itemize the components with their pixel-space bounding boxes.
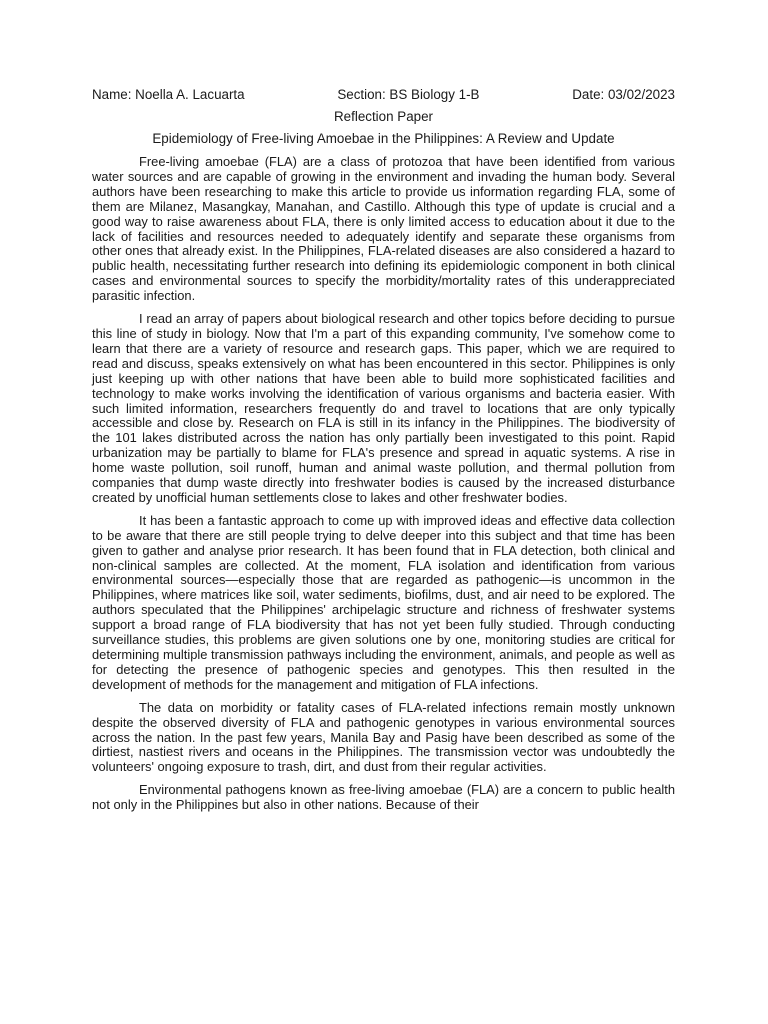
- paragraph-5: Environmental pathogens known as free-living amoebae (FLA) are a concern to public health not only in the Philippines but also in other nations. Because of their: [92, 782, 675, 813]
- document-page: [92, 86, 675, 821]
- student-name: Name: Noella A. Lacuarta: [92, 87, 245, 102]
- paragraph-2: I read an array of papers about biological research and other topics before deciding to pursue this line of study in biology. Now that I'm a part of this expanding community, I've somehow come to learn that there are a variety of resource and research gaps. This paper, which we are required to read and discuss, speaks extensively on what has been encountered in this sector. Philippines is only just keeping up with other nations that have been able to build more sophisticated facilities and technology to make works involving the identification of various organisms and bacteria easier. With such limited information, researchers frequently do and travel to locations that are only typically accessible and close by. Research on FLA is still in its infancy in the Philippines. The biodiversity of the 101 lakes distributed across the nation has only partially been investigated to this point. Rapid urbanization may be partially to blame for FLA's presence and spread in aquatic systems. A rise in home waste pollution, soil runoff, human and animal waste pollution, and thermal pollution from companies that dump waste directly into freshwater bodies is caused by the increased disturbance created by unofficial human settlements close to lakes and other freshwater bodies.: [92, 311, 675, 505]
- header-row: [92, 86, 675, 104]
- paragraph-3: It has been a fantastic approach to come up with improved ideas and effective data collection to be aware that there are still people trying to delve deeper into this subject and that time has been given to gather and analyse prior research. It has been found that in FLA detection, both clinical and non-clinical samples are collected. At the moment, FLA isolation and identification from various environmental sources—especially those that are regarded as pathogenic—is uncommon in the Philippines, where matrices like soil, water sediments, biofilms, dust, and air need to be explored. The authors speculated that the Philippines' archipelagic structure and richness of freshwater systems support a broad range of FLA biodiversity that has not yet been fully studied. Through conducting surveillance studies, this problems are given solutions one by one, monitoring studies are critical for determining multiple transmission pathways including the environment, animals, and people as well as for detecting the presence of pathogenic species and genotypes. This then resulted in the development of methods for the management and mitigation of FLA infections.: [92, 512, 675, 692]
- student-section: Section: BS Biology 1-B: [337, 87, 480, 102]
- article-title: Epidemiology of Free-living Amoebae in the Philippines: A Review and Update: [152, 131, 615, 146]
- submission-date: Date: 03/02/2023: [572, 87, 675, 102]
- paragraph-4: The data on morbidity or fatality cases of FLA-related infections remain mostly unknown despite the observed diversity of FLA and pathogenic genotypes in various environmental sources across the nation. In the past few years, Manila Bay and Pasig have been described as some of the dirtiest, nastiest rivers and oceans in the Philippines. The transmission vector was undoubtedly the volunteers' ongoing exposure to trash, dirt, and dust from their regular activities.: [92, 699, 675, 775]
- report-type: Reflection Paper: [334, 109, 433, 124]
- paragraph-1: Free-living amoebae (FLA) are a class of protozoa that have been identified from various water sources and are capable of growing in the environment and invading the human body. Several authors have been researching to make this article to provide us information regarding FLA, some of them are Milanez, Masangkay, Manahan, and Castillo. Although this type of update is crucial and a good way to raise awareness about FLA, there is only limited access to education about it due to the lack of facilities and resources needed to adequately identify and separate these organisms from other ones that already exist. In the Philippines, FLA-related diseases are also considered a hazard to public health, necessitating further research into defining its epidemiologic component in both clinical cases and environmental sources to specify the morbidity/mortality rates of this underappreciated parasitic infection.: [92, 154, 675, 304]
